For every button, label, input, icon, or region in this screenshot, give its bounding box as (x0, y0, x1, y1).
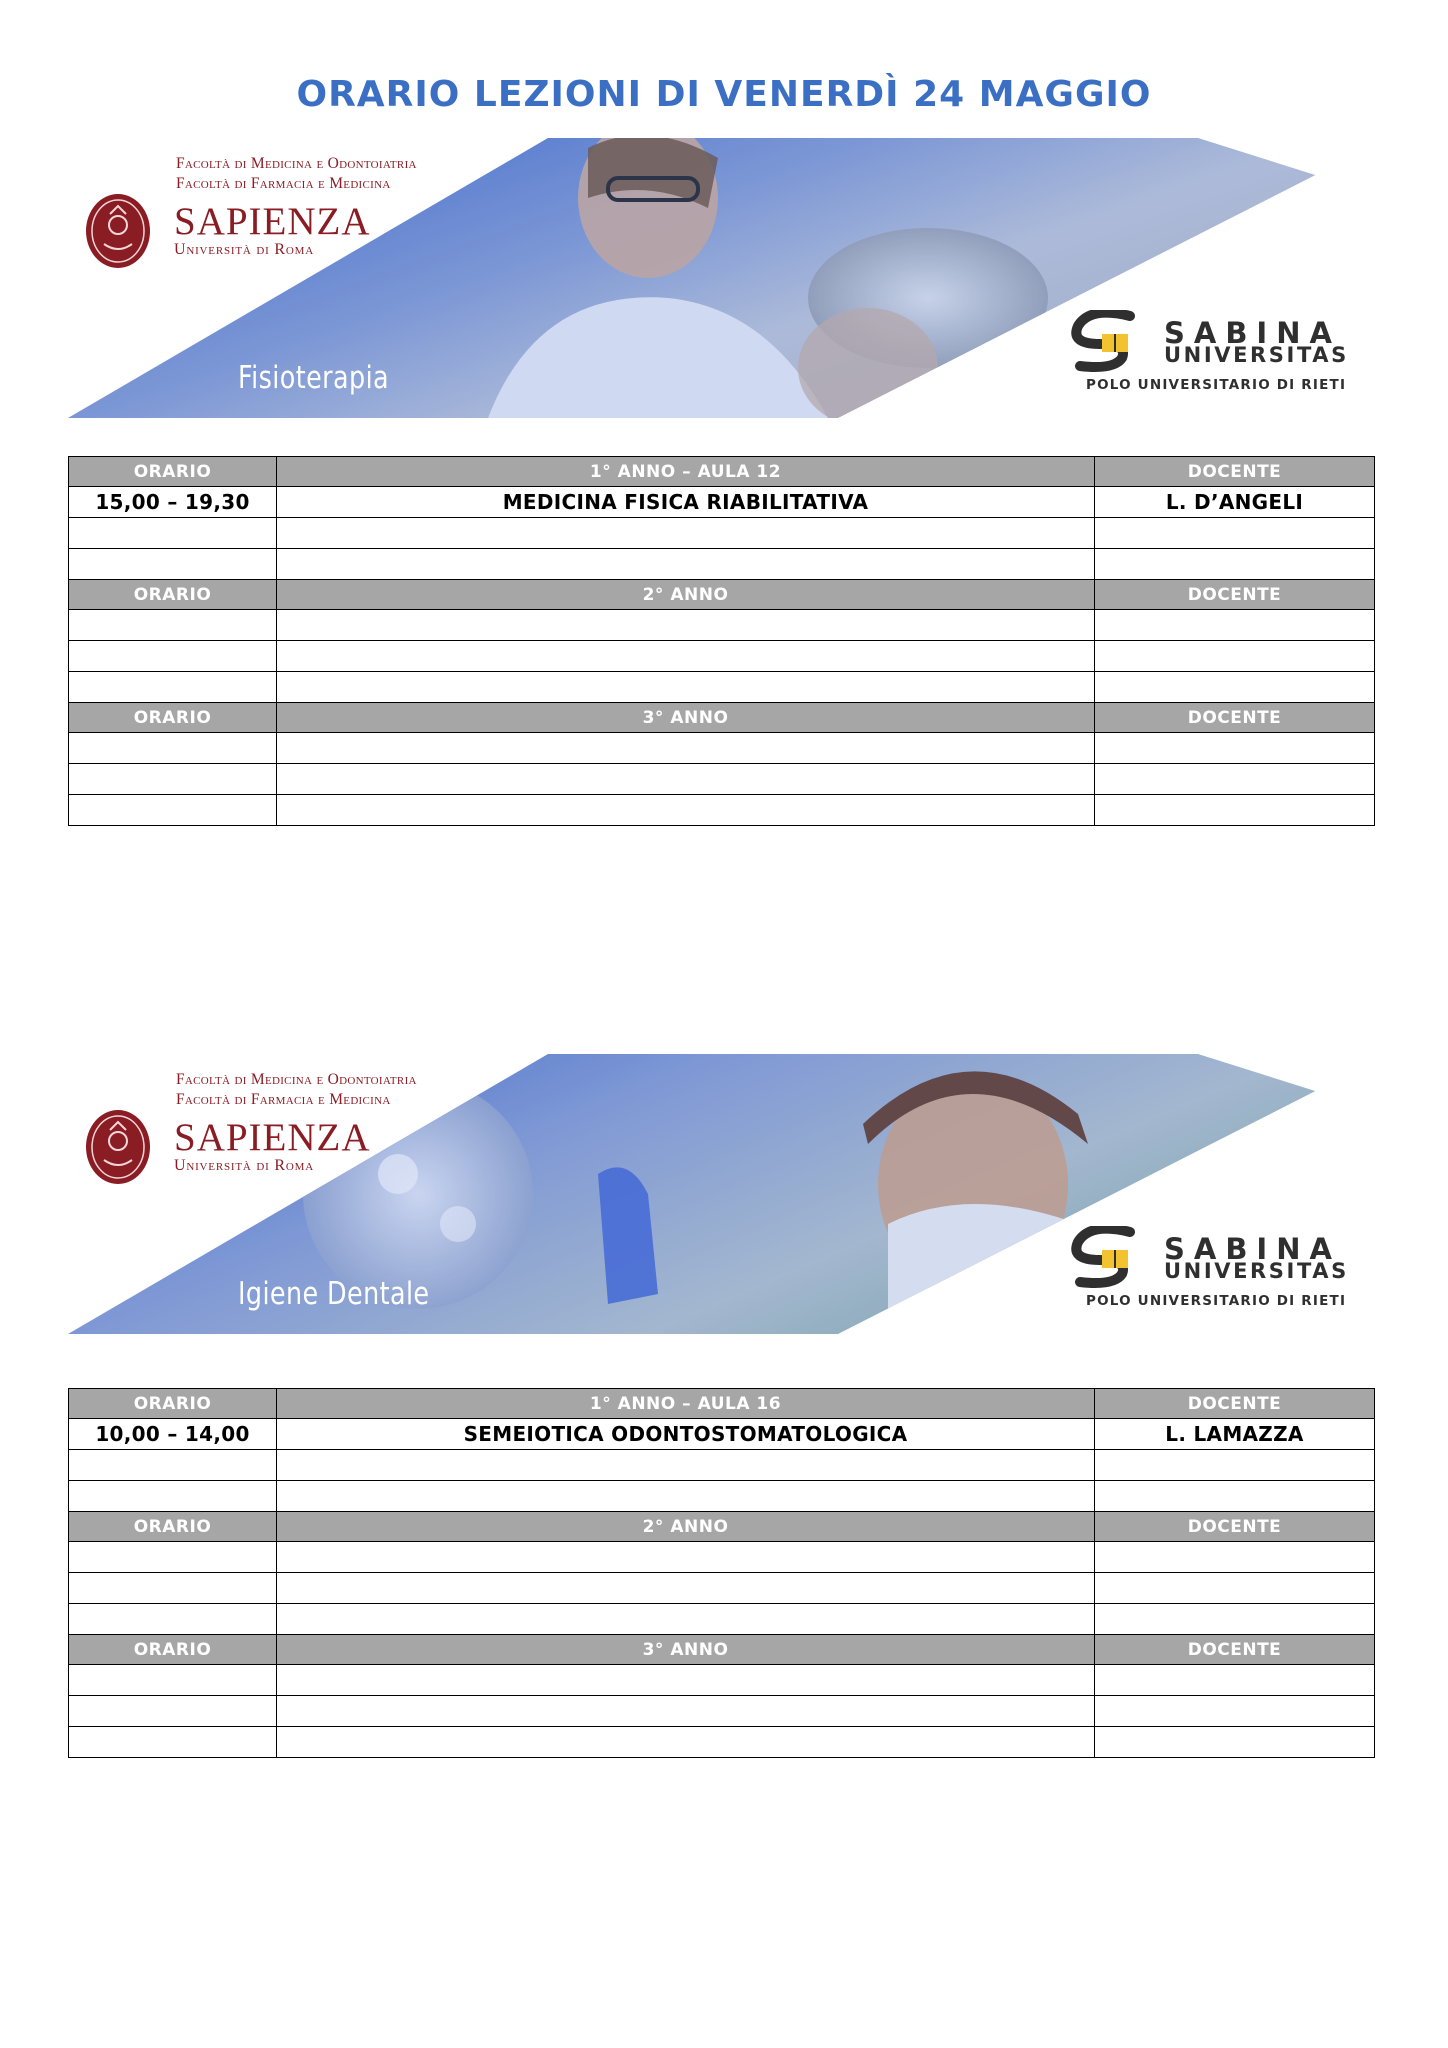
partner-word-1: SABINA (1164, 1232, 1341, 1266)
time-cell (69, 1542, 277, 1573)
sapienza-seal-logo (84, 192, 152, 270)
year-header: 2° ANNO (277, 1512, 1095, 1542)
teacher-cell (1095, 641, 1375, 672)
table-header-row (69, 580, 1375, 610)
table-row (69, 1665, 1375, 1696)
time-cell (69, 1481, 277, 1512)
table-row (69, 487, 1375, 518)
table-row (69, 641, 1375, 672)
course-cell (277, 1542, 1095, 1573)
table-row (69, 1727, 1375, 1758)
table-row (69, 672, 1375, 703)
teacher-cell (1095, 1696, 1375, 1727)
teacher-cell (1095, 764, 1375, 795)
year-header: 1° ANNO – AULA 12 (277, 457, 1095, 487)
docente-header: DOCENTE (1095, 1512, 1375, 1542)
course-cell (277, 641, 1095, 672)
docente-header: DOCENTE (1095, 1635, 1375, 1665)
time-cell (69, 733, 277, 764)
time-cell (69, 518, 277, 549)
orario-header: ORARIO (69, 1512, 277, 1542)
table-row (69, 733, 1375, 764)
teacher-cell (1095, 1481, 1375, 1512)
course-name-igiene-dentale: Igiene Dentale (238, 1276, 430, 1312)
table-row (69, 1419, 1375, 1450)
time-cell (69, 1727, 277, 1758)
table-row (69, 610, 1375, 641)
docente-header: DOCENTE (1095, 457, 1375, 487)
table-row (69, 1542, 1375, 1573)
partner-tagline: POLO UNIVERSITARIO DI RIETI (1086, 1293, 1347, 1309)
partner-word-2: UNIVERSITAS (1164, 343, 1349, 367)
teacher-cell (1095, 1604, 1375, 1635)
table-row (69, 764, 1375, 795)
table-row (69, 1481, 1375, 1512)
teacher-cell (1095, 672, 1375, 703)
university-name (174, 1116, 371, 1175)
partner-word-1: SABINA (1164, 316, 1341, 350)
facolta-line-1: Facoltà di Medicina e Odontoiatria (176, 1071, 417, 1088)
table-row (69, 1604, 1375, 1635)
sapienza-seal-logo (84, 1108, 152, 1186)
course-cell (277, 795, 1095, 826)
teacher-cell (1095, 1727, 1375, 1758)
table-header-row (69, 457, 1375, 487)
time-cell (69, 1450, 277, 1481)
course-cell (277, 1727, 1095, 1758)
university-subtitle: Università di Roma (174, 241, 314, 258)
course-cell (277, 1573, 1095, 1604)
time-cell (69, 1604, 277, 1635)
table-header-row (69, 1635, 1375, 1665)
docente-header: DOCENTE (1095, 1389, 1375, 1419)
orario-header: ORARIO (69, 580, 277, 610)
course-name-fisioterapia: Fisioterapia (238, 360, 390, 396)
course-cell (277, 518, 1095, 549)
sapienza-wordmark: SAPIENZA (174, 1116, 371, 1159)
time-cell (69, 672, 277, 703)
course-cell (277, 733, 1095, 764)
table-row (69, 1573, 1375, 1604)
teacher-cell (1095, 1573, 1375, 1604)
year-header: 3° ANNO (277, 703, 1095, 733)
course-cell (277, 1604, 1095, 1635)
university-subtitle: Università di Roma (174, 1157, 314, 1174)
course-cell (277, 549, 1095, 580)
time-cell (69, 610, 277, 641)
table-header-row (69, 703, 1375, 733)
teacher-cell (1095, 549, 1375, 580)
teacher-cell: L. LAMAZZA (1095, 1419, 1375, 1450)
university-name (174, 200, 371, 259)
year-header: 1° ANNO – AULA 16 (277, 1389, 1095, 1419)
time-cell: 15,00 – 19,30 (69, 487, 277, 518)
time-cell (69, 1665, 277, 1696)
docente-header: DOCENTE (1095, 703, 1375, 733)
schedule-table-fisioterapia (68, 456, 1375, 826)
teacher-cell (1095, 1542, 1375, 1573)
sabina-book-icon (1070, 310, 1160, 374)
year-header: 2° ANNO (277, 580, 1095, 610)
course-cell (277, 1450, 1095, 1481)
table-row (69, 518, 1375, 549)
time-cell: 10,00 – 14,00 (69, 1419, 277, 1450)
teacher-cell (1095, 1450, 1375, 1481)
orario-header: ORARIO (69, 703, 277, 733)
table-header-row (69, 1389, 1375, 1419)
course-cell (277, 764, 1095, 795)
facolta-line-2: Facoltà di Farmacia e Medicina (176, 175, 391, 192)
schedule-table-igiene-dentale (68, 1388, 1375, 1758)
teacher-cell (1095, 518, 1375, 549)
course-cell (277, 1481, 1095, 1512)
teacher-cell: L. D’ANGELI (1095, 487, 1375, 518)
year-header: 3° ANNO (277, 1635, 1095, 1665)
table-header-row (69, 1512, 1375, 1542)
orario-header: ORARIO (69, 457, 277, 487)
time-cell (69, 795, 277, 826)
docente-header: DOCENTE (1095, 580, 1375, 610)
teacher-cell (1095, 733, 1375, 764)
teacher-cell (1095, 610, 1375, 641)
teacher-cell (1095, 795, 1375, 826)
table-row (69, 1450, 1375, 1481)
table-row (69, 795, 1375, 826)
teacher-cell (1095, 1665, 1375, 1696)
course-cell (277, 610, 1095, 641)
facolta-lines (176, 154, 417, 194)
time-cell (69, 764, 277, 795)
time-cell (69, 641, 277, 672)
partner-word-2: UNIVERSITAS (1164, 1259, 1349, 1283)
facolta-line-2: Facoltà di Farmacia e Medicina (176, 1091, 391, 1108)
course-cell: SEMEIOTICA ODONTOSTOMATOLOGICA (277, 1419, 1095, 1450)
sabina-book-icon (1070, 1226, 1160, 1290)
orario-header: ORARIO (69, 1635, 277, 1665)
table-row (69, 549, 1375, 580)
orario-header: ORARIO (69, 1389, 277, 1419)
time-cell (69, 1696, 277, 1727)
course-cell (277, 1665, 1095, 1696)
facolta-lines (176, 1070, 417, 1110)
partner-tagline: POLO UNIVERSITARIO DI RIETI (1086, 377, 1347, 393)
table-row (69, 1696, 1375, 1727)
time-cell (69, 1573, 277, 1604)
course-cell (277, 672, 1095, 703)
page-title: ORARIO LEZIONI DI VENERDÌ 24 MAGGIO (296, 74, 1152, 115)
facolta-line-1: Facoltà di Medicina e Odontoiatria (176, 155, 417, 172)
course-cell: MEDICINA FISICA RIABILITATIVA (277, 487, 1095, 518)
time-cell (69, 549, 277, 580)
course-cell (277, 1696, 1095, 1727)
sapienza-wordmark: SAPIENZA (174, 200, 371, 243)
